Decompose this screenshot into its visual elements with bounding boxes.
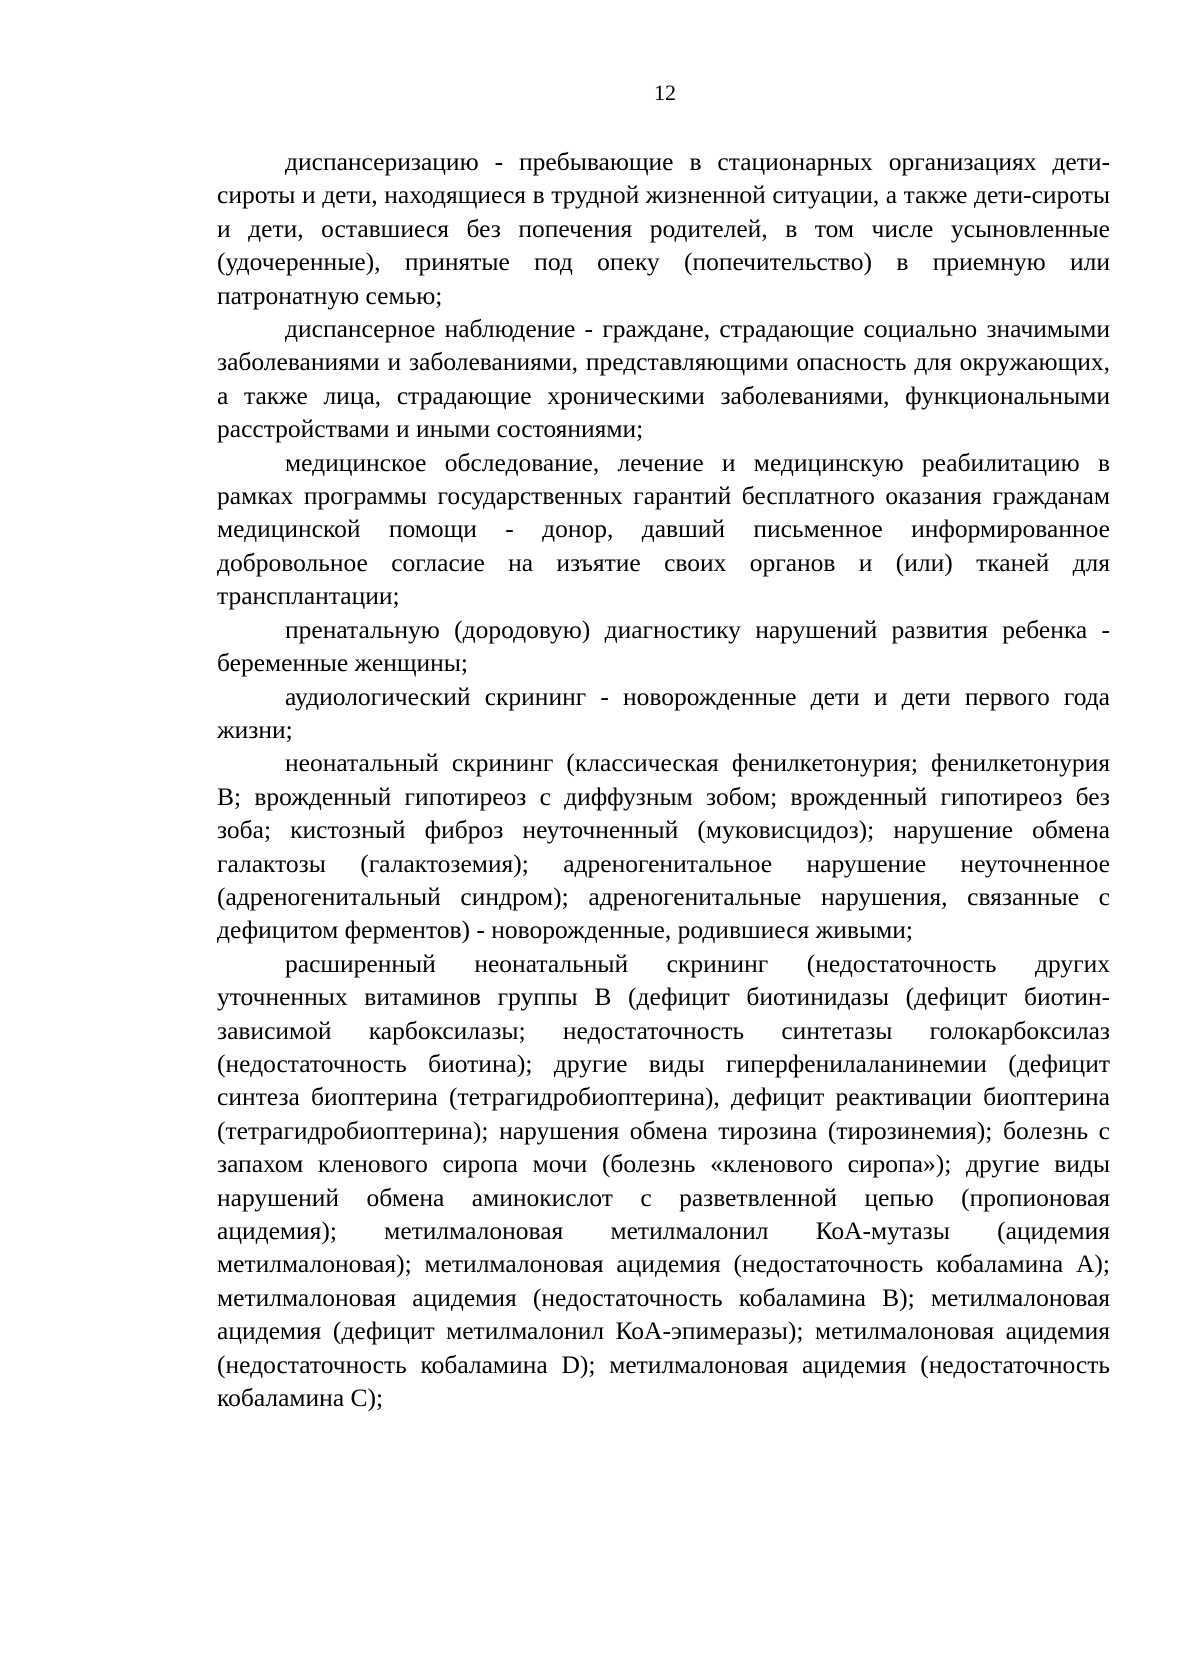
paragraph-prenatal-diagnostics: пренатальную (дородовую) диагностику нарушений развития ребенка - беременные женщины; [217,614,1110,678]
paragraph-neonatal-screening: неонатальный скрининг (классическая фенилкетонурия; фенилкетонурия B; врожденный гипотиреоз с диффузным зобом; врожденный гипотиреоз без зоба; кистозный фиброз неуточненный (муковисцидоз); нарушение обмена галактозы (галактоземия); адреногенитальное нарушение неуточненное (адреногенитальный синдром); адреногенитальные нарушения, связанные с дефицитом ферментов) - новорожденные, родившиеся живыми; [217,748,1110,945]
page-number: 12 [654,80,676,105]
paragraph-donor-examination: медицинское обследование, лечение и медицинскую реабилитацию в рамках программы государственных гарантий бесплатного оказания гражданам медицинской помощи - донор, давший письменное информированное добровольное согласие на изъятие своих органов и (или) тканей для трансплантации; [217,447,1110,611]
paragraph-dispanserization: диспансеризацию - пребывающие в стационарных организациях дети-сироты и дети, находящиеся в трудной жизненной ситуации, а также дети-сироты и дети, оставшиеся без попечения родителей, в том числе усыновленные (удочеренные), принятые под опеку (попечительство) в приемную или патронатную семью; [217,147,1110,310]
document-body [217,145,1110,1414]
paragraph-extended-neonatal-screening: расширенный неонатальный скрининг (недостаточность других уточненных витаминов группы B (дефицит биотинидазы (дефицит биотин-зависимой карбоксилазы; недостаточность синтетазы голокарбоксилаз (недостаточность биотина); другие виды гиперфенилаланинемии (дефицит синтеза биоптерина (тетрагидробиоптерина), дефицит реактивации биоптерина (тетрагидробиоптерина); нарушения обмена тирозина (тирозинемия); болезнь с запахом кленового сиропа мочи (болезнь «кленового сиропа»); другие виды нарушений обмена аминокислот с разветвленной цепью (пропионовая ацидемия); метилмалоновая метилмалонил КоА-мутазы (ацидемия метилмалоновая); метилмалоновая ацидемия (недостаточность кобаламина A); метилмалоновая ацидемия (недостаточность кобаламина B); метилмалоновая ацидемия (дефицит метилмалонил КоА-эпимеразы); метилмалоновая ацидемия (недостаточность кобаламина D); метилмалоновая ацидемия (недостаточность кобаламина C); [217,948,1110,1413]
paragraph-audiological-screening: аудиологический скрининг - новорожденные дети и дети первого года жизни; [217,681,1110,744]
paragraph-dispensary-observation: диспансерное наблюдение - граждане, страдающие социально значимыми заболеваниями и заболеваниями, представляющими опасность для окружающих, а также лица, страдающие хроническими заболеваниями, функциональными расстройствами и иными состояниями; [217,314,1110,444]
